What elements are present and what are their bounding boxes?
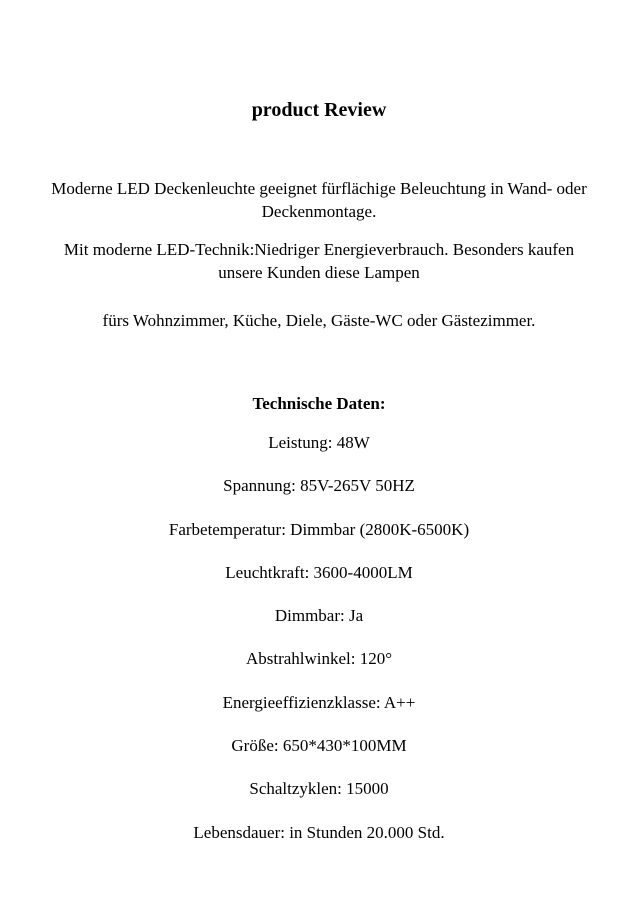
spec-color-temperature: Farbetemperatur: Dimmbar (2800K-6500K) <box>168 519 470 539</box>
spec-beam-angle: Abstrahlwinkel: 120° <box>245 649 393 669</box>
intro-paragraph-2: Mit moderne LED-Technik:Niedriger Energieverbrauch. Besonders kaufen unsere Kunden diese Lampen <box>63 240 575 282</box>
spec-list <box>0 432 638 865</box>
spec-switch-cycles: Schaltzyklen: 15000 <box>249 779 389 799</box>
spec-energy-class: Energieeffizienzklasse: A++ <box>222 692 416 712</box>
spec-power: Leistung: 48W <box>268 433 370 452</box>
intro-paragraph-3: fürs Wohnzimmer, Küche, Diele, Gäste-WC oder Gästezimmer. <box>102 311 536 330</box>
intro-paragraph-1: Moderne LED Deckenleuchte geeignet fürflächige Beleuchtung in Wand- oder Deckenmontage. <box>51 179 587 221</box>
spec-voltage: Spannung: 85V-265V 50HZ <box>223 476 415 496</box>
tech-data-heading: Technische Daten: <box>252 394 386 413</box>
spec-lifetime: Lebensdauer: in Stunden 20.000 Std. <box>193 822 445 842</box>
spec-size: Größe: 650*430*100MM <box>231 736 407 756</box>
spec-luminous-flux: Leuchtkraft: 3600-4000LM <box>225 562 413 582</box>
document-title: product Review <box>251 99 387 121</box>
spec-dimmable: Dimmbar: Ja <box>274 606 364 626</box>
